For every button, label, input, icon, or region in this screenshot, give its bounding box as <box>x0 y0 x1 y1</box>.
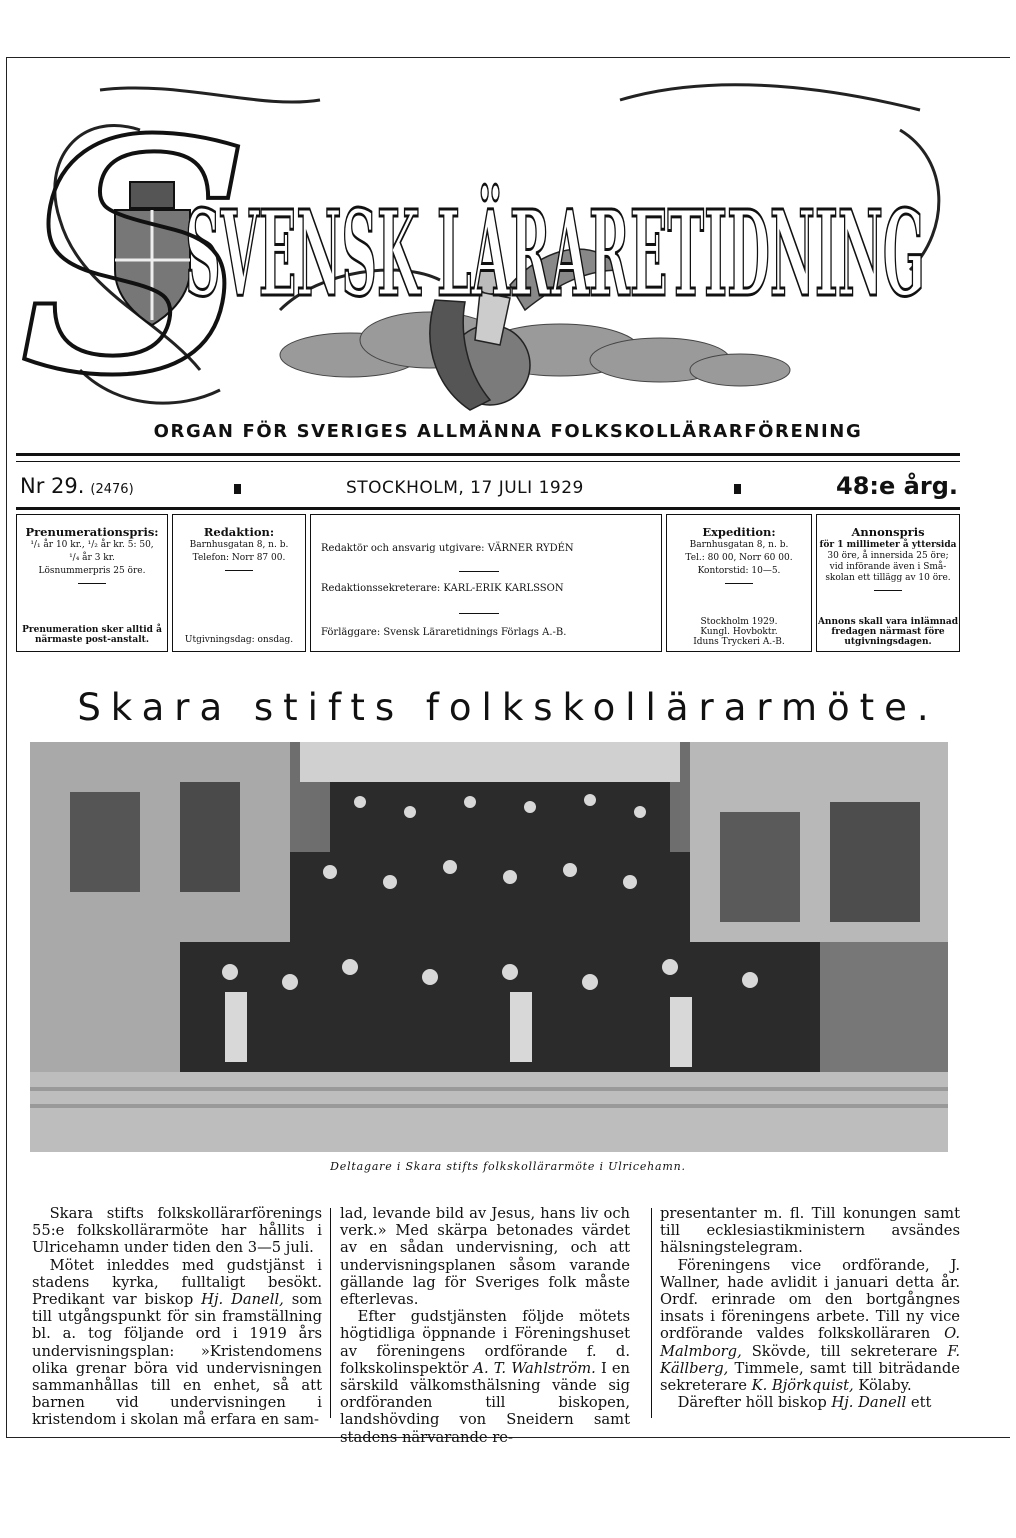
expedition-box: Expedition: Barnhusgatan 8, n. b. Tel.: 80 00, Norr 60 00. Kontorstid: 10—5. Stockholm 1929. Kungl. Hovboktr. Iduns Tryckeri A.-B. <box>666 514 812 652</box>
bullet-icon <box>734 484 741 494</box>
article-column-1 <box>32 1205 322 1429</box>
paragraph: presentanter m. fl. Till konungen samt till ecklesiastikministern avsändes hälsningstelegram. <box>660 1205 960 1257</box>
secretary-line: Redaktionssekreterare: KARL-ERIK KARLSSON <box>321 583 564 594</box>
svg-text:S: S <box>20 71 252 420</box>
issue-place-date: STOCKHOLM, 17 JULI 1929 <box>346 478 584 498</box>
masthead-logo <box>20 70 960 420</box>
issue-serial: (2476) <box>90 482 134 497</box>
paragraph: Därefter höll biskop Hj. Danell ett <box>677 1394 932 1412</box>
group-photo <box>30 742 948 1152</box>
article-headline: Skara stifts folkskollärarmöte. <box>77 686 939 729</box>
paragraph: Skara stifts folkskollärarförenings 55:e folkskollärarmöte har hållits i Ulricehamn under tiden den 3—5 juli. <box>32 1205 322 1257</box>
article-column-2 <box>340 1205 630 1446</box>
issue-number: Nr 29. (2476) <box>20 474 134 498</box>
article-column-3 <box>660 1205 960 1411</box>
paragraph: lad, levande bild av Jesus, hans liv och verk.» Med skärpa betonades värdet av en sådan undervisning, och att undervisningsplanen såsom varande gällande lag för Sveriges folk måste efterlevas. <box>340 1205 630 1309</box>
divider <box>16 507 960 510</box>
info-boxes <box>16 514 960 654</box>
staff-box <box>310 514 662 652</box>
paragraph: Efter gudstjänsten följde mötets högtidliga öppnande i Föreningshuset av föreningens ordförande f. d. folkskolinspektör A. T. Wahlström. I en särskild välkomsthälsning vände sig ordföranden till biskopen, landshövding von Sneidern samt stadens närvarande re- <box>340 1308 630 1446</box>
publisher-line: Förläggare: Svensk Läraretidnings Förlags A.-B. <box>321 627 567 638</box>
ads-box: Annonspris för 1 millimeter å yttersida 30 öre, å innersida 25 öre; vid införande även i Små- skolan ett tillägg av 10 öre. Annons skall vara inlämnad fredagen närmast före utgivningsdagen. <box>816 514 960 652</box>
issue-volume: 48:e årg. <box>836 472 958 500</box>
divider <box>16 453 960 456</box>
masthead-title: SVENSK LÄRARETIDNING <box>185 184 925 323</box>
masthead-subtitle: ORGAN FÖR SVERIGES ALLMÄNNA FOLKSKOLLÄRARFÖRENING <box>153 421 863 442</box>
column-divider <box>330 1208 331 1418</box>
photo-caption: Deltagare i Skara stifts folkskollärarmöte i Ulricehamn. <box>330 1160 686 1173</box>
bullet-icon <box>234 484 241 494</box>
issue-line <box>16 470 960 506</box>
paragraph: Föreningens vice ordförande, J. Wallner, hade avlidit i januari detta år. Ordf. erinrade om den bortgångnes insats i föreningens arbete. Till ny vice ordförande valdes folkskolläraren O. Malmborg, Skövde, till sekreterare F. Källberg, Timmele, samt till biträdande sekreterare K. Björkquist, Kölaby. <box>660 1256 960 1395</box>
paragraph: Mötet inleddes med gudstjänst i stadens kyrka, fulltaligt besökt. Predikant var biskop Hj. Danell, som till utgångspunkt för sin framställning bl. a. tog följande ord i 1919 års undervisningsplan: »Kristendomens olika grenar böra vid undervisningen sammanhållas till en enhet, så att barnen vid undervisningen i kristendom i skolan må erfara en sam- <box>32 1256 323 1429</box>
subscription-box: Prenumerationspris: ¹/₁ år 10 kr., ¹/₂ år kr. 5: 50, ¹/₄ år 3 kr. Lösnummerpris 25 öre. Prenumeration sker alltid å närmaste post-anstalt. <box>16 514 168 652</box>
editorial-box: Redaktion: Barnhusgatan 8, n. b. Telefon: Norr 87 00. Utgivningsdag: onsdag. <box>172 514 306 652</box>
divider <box>16 461 960 462</box>
editor-line: Redaktör och ansvarig utgivare: VÄRNER RYDÉN <box>321 543 574 554</box>
page-border-top <box>6 57 1010 58</box>
page-border-left <box>6 57 7 1437</box>
column-divider <box>651 1208 652 1418</box>
